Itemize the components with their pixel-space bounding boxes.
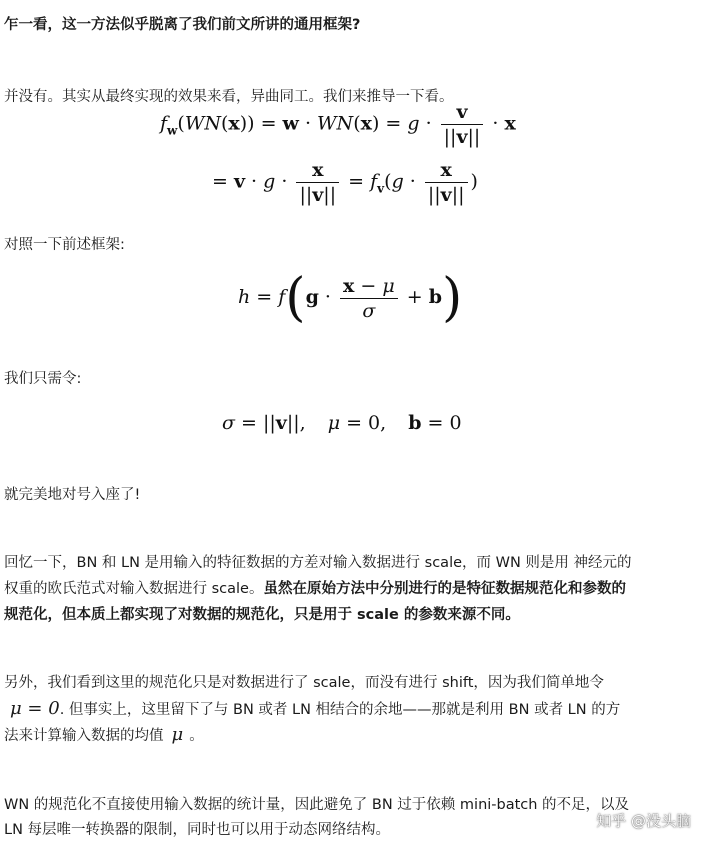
- paragraph-recall-line1: 回忆一下，BN 和 LN 是用输入的特征数据的方差对输入数据进行 scale，而 WN 则是用 神经元的: [4, 555, 632, 571]
- recall-normal-text: 权重的欧氏范式对输入数据进行 scale。: [4, 581, 264, 597]
- paragraph-recall-line3: 规范化，但本质上都实现了对数据的规范化，只是用于 scale 的参数来源不同。: [4, 607, 520, 623]
- inline-math-mu-zero: μ = 0: [10, 698, 60, 719]
- inline-math-mu: μ: [171, 724, 184, 745]
- paragraph-conclusion: 就完美地对号入座了!: [4, 487, 141, 503]
- shift-line3-text: 法来计算输入数据的均值: [4, 728, 164, 744]
- paragraph-recall-line2: [4, 576, 695, 602]
- recall-bold-text: 虽然在原始方法中分别进行的是特征数据规范化和参数的: [263, 581, 626, 597]
- heading: 乍一看，这一方法似乎脱离了我们前文所讲的通用框架?: [4, 17, 361, 33]
- shift-line3-end: 。: [189, 728, 204, 744]
- paragraph-shift-line1: 另外，我们看到这里的规范化只是对数据进行了 scale，而没有进行 shift，因为我们简单地令: [4, 675, 604, 691]
- paragraph-condition: 我们只需令:: [4, 371, 82, 387]
- equation-wn-line1: $f_w(WN(x)) = w \cdot WN(x) = g$ · $\frac{v}{||v||}$ · x: [160, 101, 516, 148]
- paragraph-shift-line3: [4, 722, 695, 749]
- equation-condition: σ = ||v||, μ = 0, b = 0: [222, 412, 462, 434]
- zhihu-watermark: 知乎 @没头脑: [596, 812, 691, 830]
- paragraph-wn-line2: LN 每层唯一转换器的限制，同时也可以用于动态网络结构。: [4, 822, 391, 838]
- equation-wn-line2: = v · g · $\frac{x}{||v||}$ = $f_v(g$ · $\frac{x}{||v||}$ ): [212, 159, 478, 206]
- paragraph-compare: 对照一下前述框架:: [4, 237, 125, 253]
- paragraph-shift-line2: [4, 696, 695, 723]
- paragraph-wn-line1: WN 的规范化不直接使用输入数据的统计量，因此避免了 BN 过于依赖 mini-batch 的不足，以及: [4, 797, 630, 813]
- paragraph-intro: 并没有。其实从最终实现的效果来看，异曲同工。我们来推导一下看。: [4, 89, 454, 105]
- shift-line2-text: . 但事实上，这里留下了与 BN 或者 LN 相结合的余地——那就是利用 BN 或者 LN 的方: [59, 702, 621, 718]
- equation-general-framework: h = f(g · $\frac{x - \mu}{\sigma}$ + b): [238, 268, 463, 328]
